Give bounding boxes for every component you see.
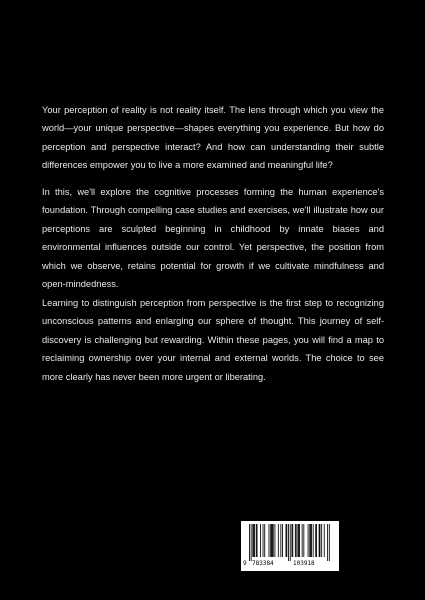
blurb-paragraph-2: In this, we'll explore the cognitive processes forming the human experience's foundation. Through compelling case studies and exercises, we'll illustrate how our perceptions are sculpted beginning in childhood by innate biases and environmental influences outside our control. Yet perspective, the position from which we observe, retains potential for growth if we cultivate mindfulness and open-mindedness. bbox=[42, 187, 384, 290]
barcode-bar bbox=[270, 524, 271, 557]
barcode-bar bbox=[292, 524, 293, 557]
isbn-barcode bbox=[241, 521, 339, 571]
barcode-guard-bar bbox=[288, 524, 289, 561]
barcode-bar bbox=[272, 524, 273, 557]
barcode-bar bbox=[298, 524, 299, 557]
barcode-bar bbox=[252, 524, 253, 557]
barcode-bar bbox=[299, 524, 300, 557]
barcode-bar bbox=[313, 524, 314, 557]
blurb-paragraph-3: Learning to distinguish perception from perspective is the first step to recognizing unconscious patterns and enlarging our sphere of thought. This journey of self-discovery is challenging but rewarding. Within these pages, you will find a map to reclaiming ownership over your internal and external worlds. The choice to see more clearly has never been more urgent or liberating. bbox=[42, 298, 384, 382]
barcode-bar bbox=[315, 524, 316, 557]
barcode-bar bbox=[275, 524, 276, 557]
barcode-bar bbox=[303, 524, 304, 557]
barcode-bar bbox=[302, 524, 303, 557]
barcode-bar bbox=[320, 524, 321, 557]
barcode-bar bbox=[260, 524, 261, 557]
barcode-bar bbox=[254, 524, 255, 557]
barcode-guard-bar bbox=[249, 524, 250, 561]
barcode-bar bbox=[273, 524, 274, 557]
barcode-bars bbox=[241, 521, 339, 561]
barcode-lead-digit: 9 bbox=[243, 560, 247, 567]
barcode-bar bbox=[264, 524, 265, 557]
barcode-bar bbox=[280, 524, 281, 557]
barcode-bar bbox=[292, 524, 293, 557]
barcode-guard-bar bbox=[251, 524, 252, 561]
barcode-bar bbox=[319, 524, 320, 557]
barcode-bar bbox=[286, 524, 287, 557]
barcode-bar bbox=[282, 524, 283, 557]
barcode-bar bbox=[308, 524, 309, 557]
barcode-bar bbox=[256, 524, 257, 557]
barcode-bar bbox=[295, 524, 296, 557]
barcode-bar bbox=[278, 524, 279, 557]
barcode-bar bbox=[257, 524, 258, 557]
barcode-bar bbox=[324, 524, 325, 557]
barcode-bar bbox=[310, 524, 311, 557]
barcode-bar bbox=[321, 524, 322, 557]
barcode-digits-right: 103918 bbox=[293, 560, 315, 567]
blurb-paragraph-1: Your perception of reality is not reality itself. The lens through which you view the world—your unique perspective—shapes everything you experience. But how do perception and perspective interact? And how can understanding their subtle differences empower you to live a more examined and meaningful life? bbox=[42, 105, 384, 171]
barcode-digits-left: 783384 bbox=[252, 560, 274, 567]
barcode-bar bbox=[253, 524, 254, 557]
barcode-bar bbox=[297, 524, 298, 557]
barcode-bar bbox=[311, 524, 312, 557]
barcode-bar bbox=[263, 524, 264, 557]
barcode-bar bbox=[296, 524, 297, 557]
barcode-bar bbox=[269, 524, 270, 557]
barcode-bar bbox=[316, 524, 317, 557]
barcode-guard-bar bbox=[290, 524, 291, 561]
barcode-guard-bar bbox=[327, 524, 328, 561]
barcode-bar bbox=[309, 524, 310, 557]
barcode-bar bbox=[286, 524, 287, 557]
barcode-guard-bar bbox=[329, 524, 330, 561]
barcode-bar bbox=[271, 524, 272, 557]
